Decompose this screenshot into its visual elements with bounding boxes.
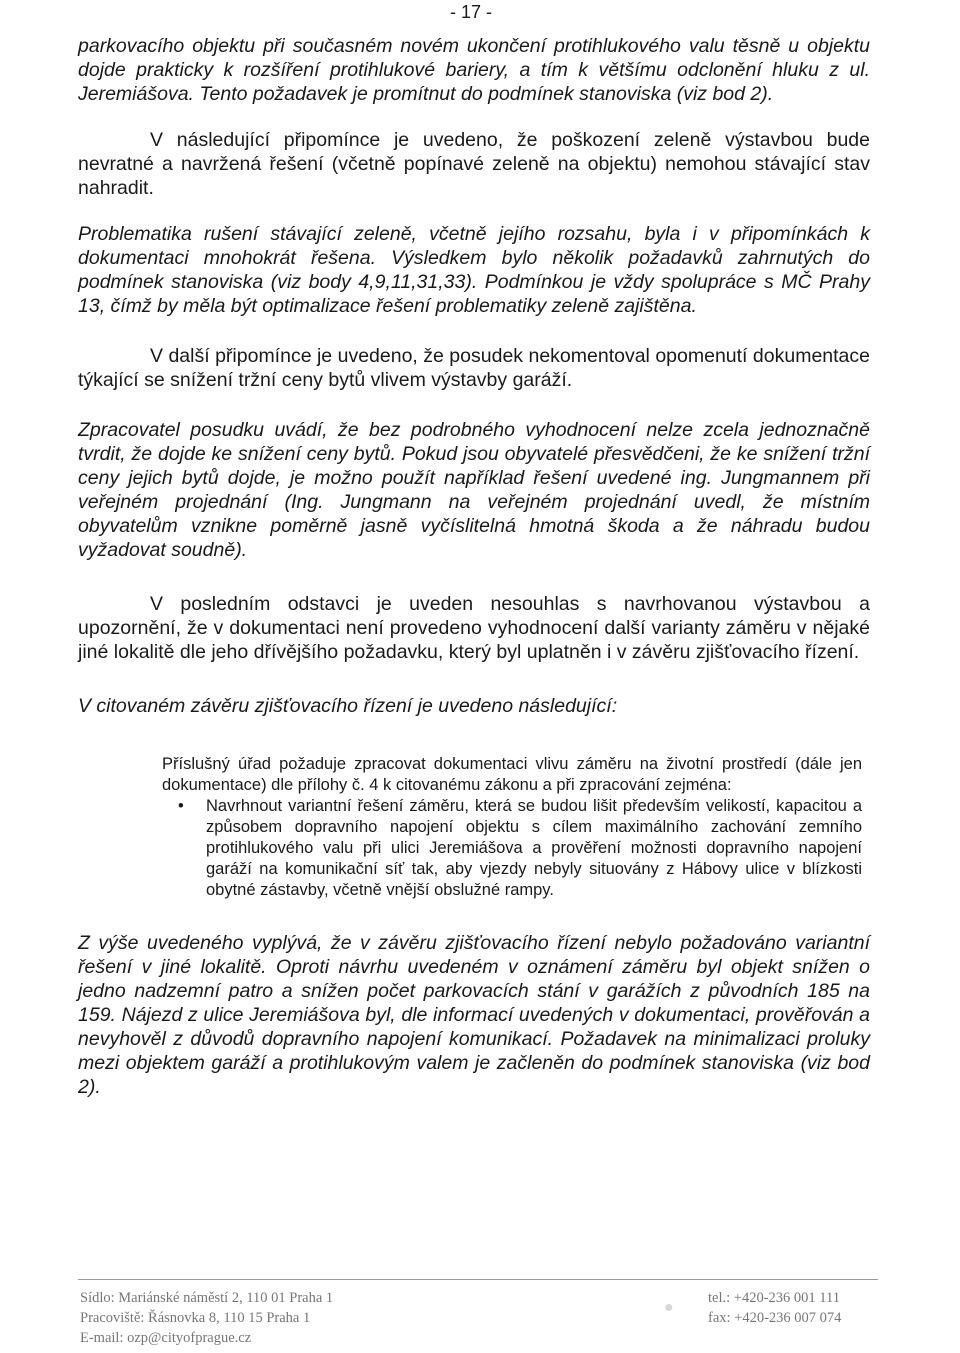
paragraph-3: Problematika rušení stávající zeleně, včetně jejího rozsahu, byla i v připomínkách k dokumentaci mnohokrát řešena. Výsledkem bylo několik požadavků zahrnutých do podmínek stanoviska (viz body 4,9,11,31,33). Podmínkou je vždy spolupráce s MČ Prahy 13, čímž by měla být optimalizace řešení problematiky zeleně zajištěna. (78, 223, 870, 317)
paragraph-8: Z výše uvedeného vyplývá, že v závěru zjišťovacího řízení nebylo požadováno variantní řešení v jiné lokalitě. Oproti návrhu uvedeném v oznámení záměru byl objekt snížen o jedno nadzemní patro a snížen počet parkovacích stání v garážích z původních 185 na 159. Nájezd z ulice Jeremiášova byl, dle informací uvedených v dokumentaci, prověřován a nevyhověl z důvodů dopravního napojení komunikací. Požadavek na minimalizaci proluky mezi objektem garáží a protihlukovým valem je začleněn do podmínek stanoviska (viz bod 2). (78, 932, 870, 1098)
footer-fax: fax: +420-236 007 074 (708, 1310, 842, 1326)
paragraph-7: V citovaném závěru zjišťovacího řízení je uvedeno následující: (78, 695, 618, 717)
paragraph-5: Zpracovatel posudku uvádí, že bez podrobného vyhodnocení nelze zcela jednoznačně tvrdit, že dojde ke snížení ceny bytů. Pokud jsou obyvatelé přesvědčeni, že ke snížení tržní ceny jejich bytů dojde, je možno použít například řešení uvedené ing. Jungmannem při veřejném projednání (Ing. Jungmann na veřejném projednání uvedl, že místním obyvatelům vznikne poměrně jasně vyčíslitelná hmotná škoda a že náhradu budou vyžadovat soudně). (78, 419, 870, 561)
bullet-icon: • (178, 797, 184, 815)
paragraph-4: V další připomínce je uvedeno, že posudek nekomentoval opomenutí dokumentace týkající se snížení tržní ceny bytů vlivem výstavby garáží. (78, 345, 870, 391)
paragraph-1: parkovacího objektu při současném novém ukončení protihlukového valu těsně u objektu dojde prakticky k rozšíření protihlukové bariery, a tím k většímu odclonění hluku z ul. Jeremiášova. Tento požadavek je promítnut do podmínek stanoviska (viz bod 2). (78, 35, 870, 105)
footer-email: E-mail: ozp@cityofprague.cz (80, 1330, 252, 1346)
quote-intro: Příslušný úřad požaduje zpracovat dokumentaci vlivu záměru na životní prostředí (dále jen dokumentace) dle přílohy č. 4 k citovanému zákonu a při zpracování zejména: (162, 755, 862, 794)
footer-contact (708, 1288, 841, 1328)
footer-address-line-2: Pracoviště: Řásnovka 8, 110 15 Praha 1 (80, 1310, 311, 1326)
quote-list (162, 796, 862, 901)
paragraph-6: V posledním odstavci je uveden nesouhlas s navrhovanou výstavbou a upozornění, že v dokumentaci není provedeno vyhodnocení další varianty záměru v nějaké jiné lokalitě dle jeho dřívějšího požadavku, který byl uplatněn i v závěru zjišťovacího řízení. (78, 593, 870, 663)
quote-list-item-text: Navrhnout variantní řešení záměru, která se budou lišit především velikostí, kapacitou a způsobem dopravního napojení objektu s cílem maximálního zachování zemního protihlukového valu při ulici Jeremiášova a prověření možnosti dopravního napojení garáží na komunikační síť tak, aby vjezdy nebyly situovány z Hábovy ulice v blízkosti obytné zástavby, včetně vnější obslužné rampy. (206, 797, 862, 899)
document-body (78, 34, 870, 1099)
footer-tel: tel.: +420-236 001 111 (708, 1290, 840, 1306)
quote-list-item (162, 796, 862, 901)
footer-logo-icon: ● (664, 1299, 674, 1316)
footer-divider (78, 1279, 878, 1280)
cited-conclusion-quote (162, 754, 862, 901)
footer-address-line-1: Sídlo: Mariánské náměstí 2, 110 01 Praha 1 (80, 1290, 334, 1306)
footer-address (80, 1288, 333, 1348)
page-number: - 17 - (450, 2, 493, 22)
paragraph-2: V následující připomínce je uvedeno, že poškození zeleně výstavbou bude nevratné a navržená řešení (včetně popínavé zeleně na objektu) nemohou stávající stav nahradit. (78, 129, 870, 199)
